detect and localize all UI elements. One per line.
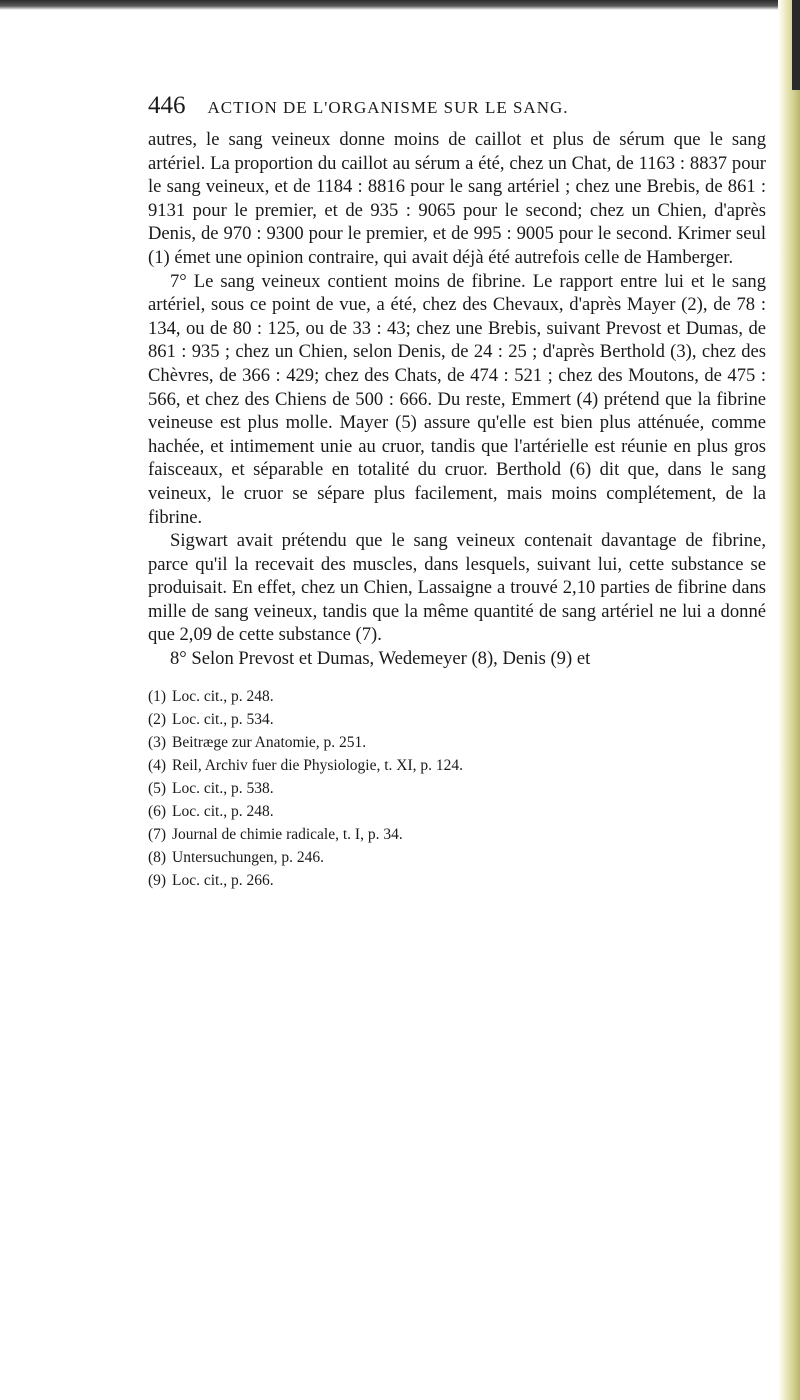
page-corner-shadow [792, 0, 800, 90]
footnote-text: Loc. cit., p. 534. [172, 710, 274, 728]
footnote [148, 754, 766, 777]
footnote [148, 823, 766, 846]
footnote-text: Loc. cit., p. 538. [172, 779, 274, 797]
footnote [148, 708, 766, 731]
footnote-number: (4) [148, 756, 167, 774]
footnote-text: Beitræge zur Anatomie, p. 251. [172, 733, 367, 751]
running-title: ACTION DE L'ORGANISME SUR LE SANG. [207, 98, 569, 117]
page-binding-edge [778, 0, 800, 1400]
paragraph: Sigwart avait prétendu que le sang veineux contenait davantage de fibrine, parce qu'il la recevait des muscles, dans lesquels, suivant lui, cette substance se produisait. En effet, chez un Chien, Lassaigne a trouvé 2,10 parties de fibrine dans mille de sang veineux, tandis que la même quantité de sang artériel ne lui a donné que 2,09 de cette substance (7). [148, 530, 766, 646]
footnote [148, 800, 766, 823]
footnote-number: (5) [148, 779, 167, 797]
footnote-text: Reil, Archiv fuer die Physiologie, t. XI, p. 124. [172, 756, 464, 774]
footnotes [148, 685, 766, 892]
body-text [148, 128, 766, 671]
running-head [148, 92, 766, 128]
footnote-number: (9) [148, 871, 167, 889]
footnote [148, 846, 766, 869]
book-page [148, 92, 766, 892]
footnote-number: (2) [148, 710, 167, 728]
footnote [148, 777, 766, 800]
paragraph: autres, le sang veineux donne moins de caillot et plus de sérum que le sang artériel. La proportion du caillot au sérum a été, chez un Chat, de 1163 : 8837 pour le sang veineux, et de 1184 : 8816 pour le sang artériel ; chez une Brebis, de 861 : 9131 pour le premier, et de 935 : 9065 pour le second; chez un Chien, d'après Denis, de 970 : 9300 pour le premier, et de 995 : 9005 pour le second. Krimer seul (1) émet une opinion contraire, qui avait déjà été autrefois celle de Hamberger. [148, 129, 766, 268]
footnote-text: Loc. cit., p. 266. [172, 871, 274, 889]
paragraph: 8° Selon Prevost et Dumas, Wedemeyer (8), Denis (9) et [170, 648, 591, 670]
footnote-text: Loc. cit., p. 248. [172, 687, 274, 705]
footnote-number: (6) [148, 802, 167, 820]
footnote-text: Untersuchungen, p. 246. [172, 848, 324, 866]
footnote-number: (8) [148, 848, 167, 866]
footnote [148, 685, 766, 708]
footnote [148, 731, 766, 754]
footnote-number: (7) [148, 825, 167, 843]
footnote-text: Loc. cit., p. 248. [172, 802, 274, 820]
footnote-text: Journal de chimie radicale, t. I, p. 34. [172, 825, 403, 843]
page-top-edge [0, 0, 800, 10]
footnote-number: (1) [148, 687, 167, 705]
footnote [148, 869, 766, 892]
paragraph: 7° Le sang veineux contient moins de fibrine. Le rapport entre lui et le sang artériel, sous ce point de vue, a été, chez des Chevaux, d'après Mayer (2), de 78 : 134, ou de 80 : 125, ou de 33 : 43; chez une Brebis, suivant Prevost et Dumas, de 861 : 935 ; chez un Chien, selon Denis, de 24 : 25 ; d'après Berthold (3), chez des Chèvres, de 366 : 429; chez des Chats, de 474 : 521 ; chez des Moutons, de 475 : 566, et chez des Chiens de 500 : 666. Du reste, Emmert (4) prétend que la fibrine veineuse est plus molle. Mayer (5) assure qu'elle est bien plus atténuée, comme hachée, et intimement unie au cruor, tandis que l'artérielle est réunie en plus gros faisceaux, et séparable en totalité du cruor. Berthold (6) dit que, dans le sang veineux, le cruor se sépare plus facilement, mais moins complétement, de la fibrine. [148, 270, 766, 528]
footnote-number: (3) [148, 733, 167, 751]
page-number: 446 [148, 92, 186, 119]
